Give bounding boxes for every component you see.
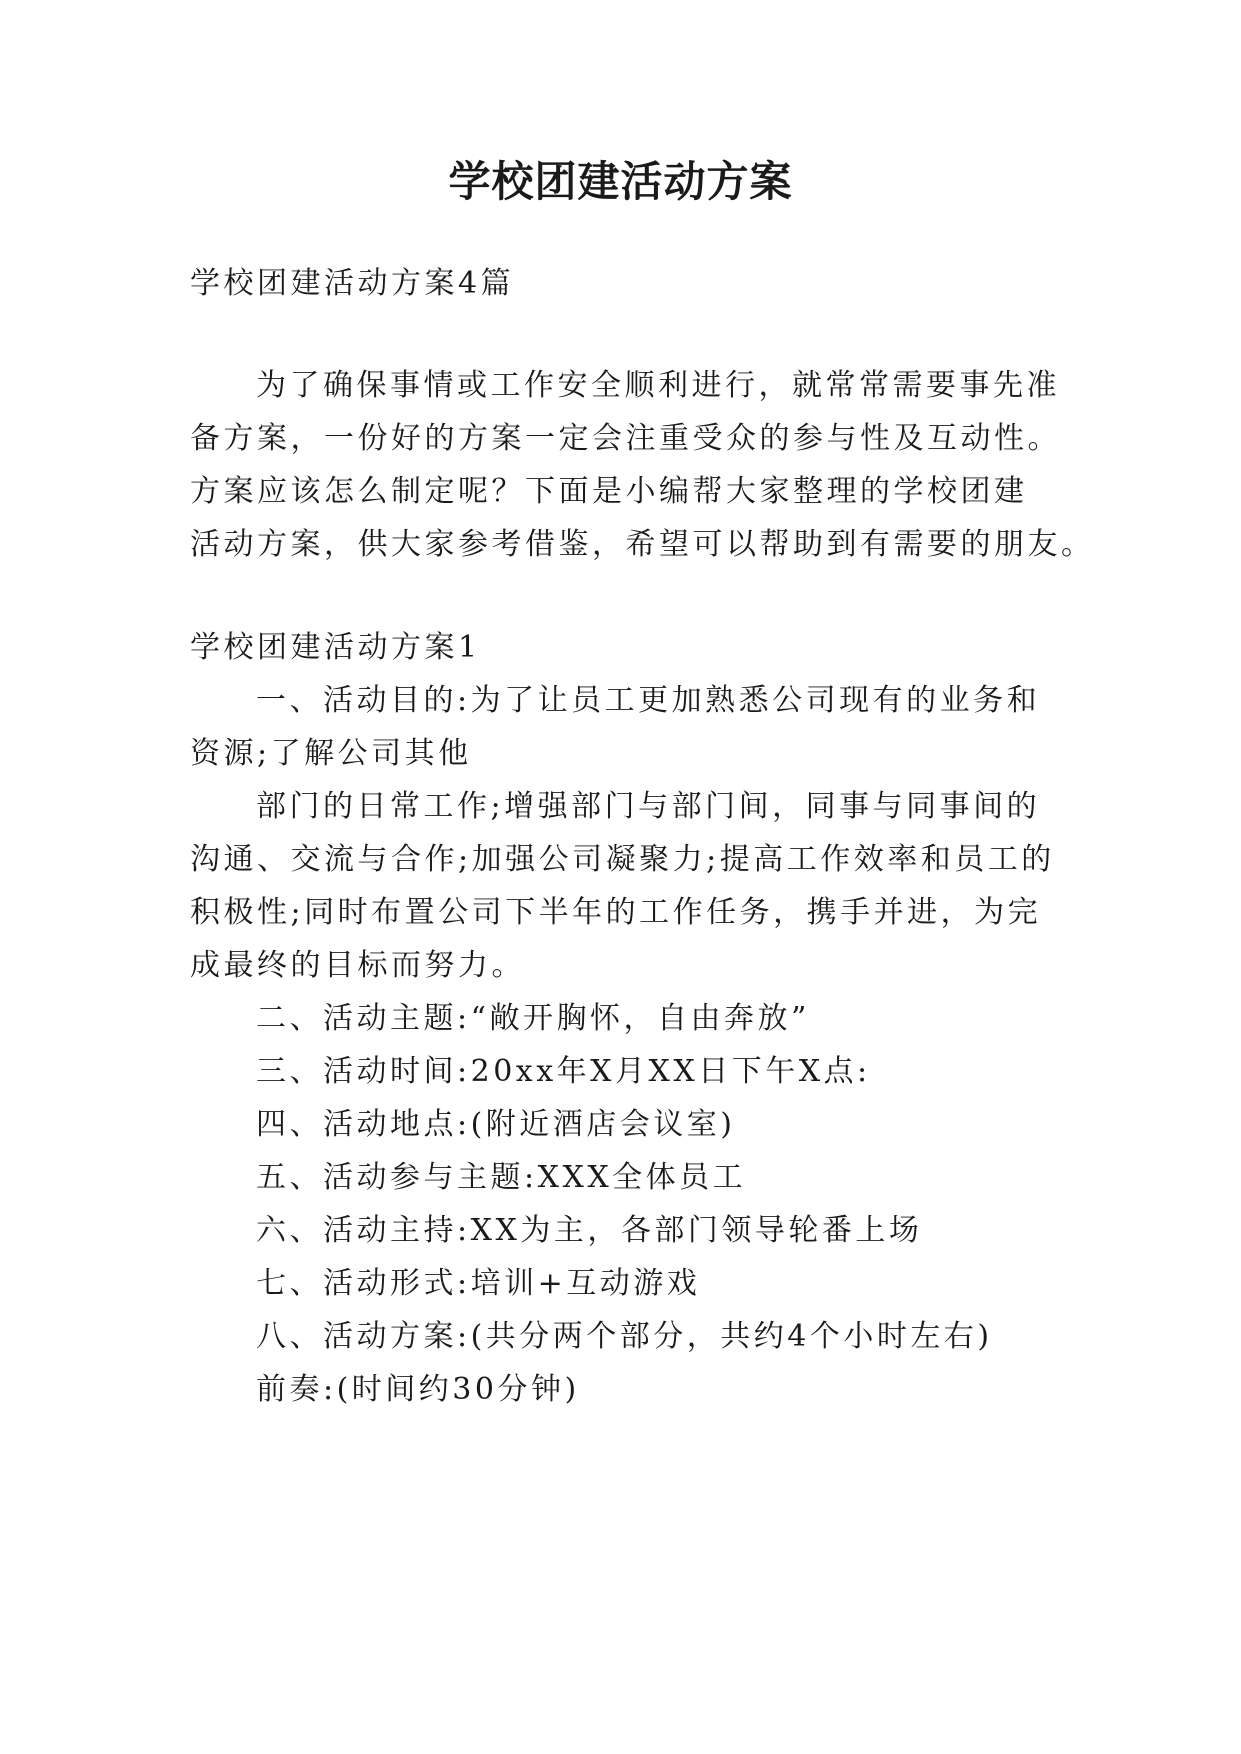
body-line: 资源;了解公司其他: [190, 736, 472, 771]
body-line: 成最终的目标而努力。: [190, 948, 525, 983]
body-line: 八、活动方案:(共分两个部分，共约4个小时左右): [256, 1319, 993, 1354]
intro-line: 方案应该怎么制定呢？下面是小编帮大家整理的学校团建: [190, 474, 1028, 509]
document-title: 学校团建活动方案: [448, 157, 793, 206]
body-line: 四、活动地点:(附近酒店会议室): [256, 1107, 736, 1142]
body-line: 七、活动形式:培训+互动游戏: [256, 1266, 701, 1301]
document-subtitle: 学校团建活动方案4篇: [190, 266, 515, 301]
body-line: 六、活动主持:XX为主，各部门领导轮番上场: [256, 1213, 923, 1248]
body-line: 二、活动主题:“敞开胸怀，自由奔放”: [256, 1001, 810, 1036]
body-line: 积极性;同时布置公司下半年的工作任务，携手并进，为完: [190, 895, 1042, 930]
body-line: 沟通、交流与合作;加强公司凝聚力;提高工作效率和员工的: [190, 842, 1055, 877]
intro-line: 活动方案，供大家参考借鉴，希望可以帮助到有需要的朋友。: [190, 527, 1095, 562]
intro-line: 备方案，一份好的方案一定会注重受众的参与性及互动性。: [190, 421, 1061, 456]
body-line: 一、活动目的:为了让员工更加熟悉公司现有的业务和: [256, 683, 1041, 718]
body-line: 五、活动参与主题:XXX全体员工: [256, 1160, 747, 1195]
body-line: 前奏:(时间约30分钟): [256, 1372, 580, 1407]
body-line: 三、活动时间:20xx年X月XX日下午X点:: [256, 1054, 871, 1089]
intro-line: 为了确保事情或工作安全顺利进行，就常常需要事先准: [256, 368, 1060, 403]
body-line: 部门的日常工作;增强部门与部门间，同事与同事间的: [256, 789, 1041, 824]
section-heading: 学校团建活动方案1: [190, 630, 481, 665]
